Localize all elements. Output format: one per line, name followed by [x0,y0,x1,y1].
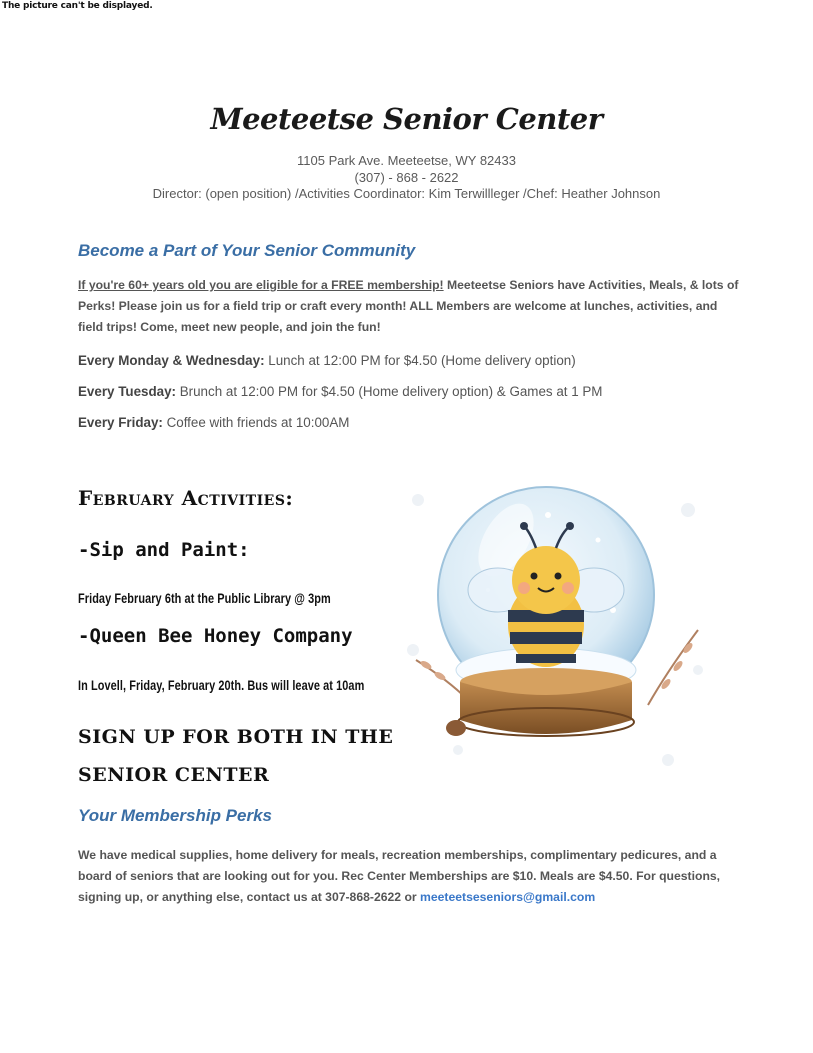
page-title: Meeteetse Senior Center [210,102,603,136]
perks-heading: Your Membership Perks [78,806,272,825]
broken-image-placeholder: The picture can't be displayed. [2,1,153,11]
perks-paragraph [78,845,742,908]
community-body: Meeteetse Seniors have Activities, Meals, & lots of Perks! Please join us for a field trip or craft every month! ALL Members are welcome at lunches, activities, and field trips! Come, meet new people, and join the fun! [78,278,739,334]
schedule-text: Lunch at 12:00 PM for $4.50 (Home delivery option) [264,353,576,368]
schedule-friday [78,415,349,430]
address: 1105 Park Ave. Meeteetse, WY 82433 [297,153,516,168]
schedule-day: Every Friday: [78,415,163,430]
signup-line: SENIOR CENTER [78,764,270,786]
schedule-text: Brunch at 12:00 PM for $4.50 (Home delivery option) & Games at 1 PM [176,384,603,399]
phone-number: (307) - 868 - 2622 [354,170,459,185]
signup-notice [78,718,393,794]
schedule-monday-wednesday [78,353,576,368]
activity-sip-and-paint: -Sip and Paint: [78,539,250,561]
activity-detail-queen-bee: In Lovell, Friday, February 20th. Bus will leave at 10am [78,677,365,693]
february-heading: February Activities: [78,486,294,510]
schedule-day: Every Monday & Wednesday: [78,353,265,368]
perks-body: We have medical supplies, home delivery for meals, recreation memberships, complimentary pedicures, and a board of seniors that are looking out for you. Rec Center Memberships are $10. Meals are $4.50. For questions, signing up, or anything else, contact us at 307-868-2622 or [78,848,721,904]
contact-email-link[interactable]: meeteetseseniors@gmail.com [420,890,596,904]
bee-snow-globe-illustration [398,470,718,780]
staff-line: Director: (open position) /Activities Coordinator: Kim Terwillleger /Chef: Heather Johnson [152,186,661,201]
signup-line: SIGN UP FOR BOTH IN THE [78,726,394,748]
activity-detail-sip-and-paint: Friday February 6th at the Public Library @ 3pm [78,590,331,606]
community-heading: Become a Part of Your Senior Community [78,241,416,260]
membership-eligibility: If you're 60+ years old you are eligible for a FREE membership! [78,278,444,292]
schedule-text: Coffee with friends at 10:00AM [162,415,350,430]
schedule-tuesday [78,384,602,399]
activity-queen-bee: -Queen Bee Honey Company [78,625,353,647]
bee-snow-globe-icon [398,470,718,780]
community-paragraph [78,275,742,338]
schedule-day: Every Tuesday: [78,384,176,399]
